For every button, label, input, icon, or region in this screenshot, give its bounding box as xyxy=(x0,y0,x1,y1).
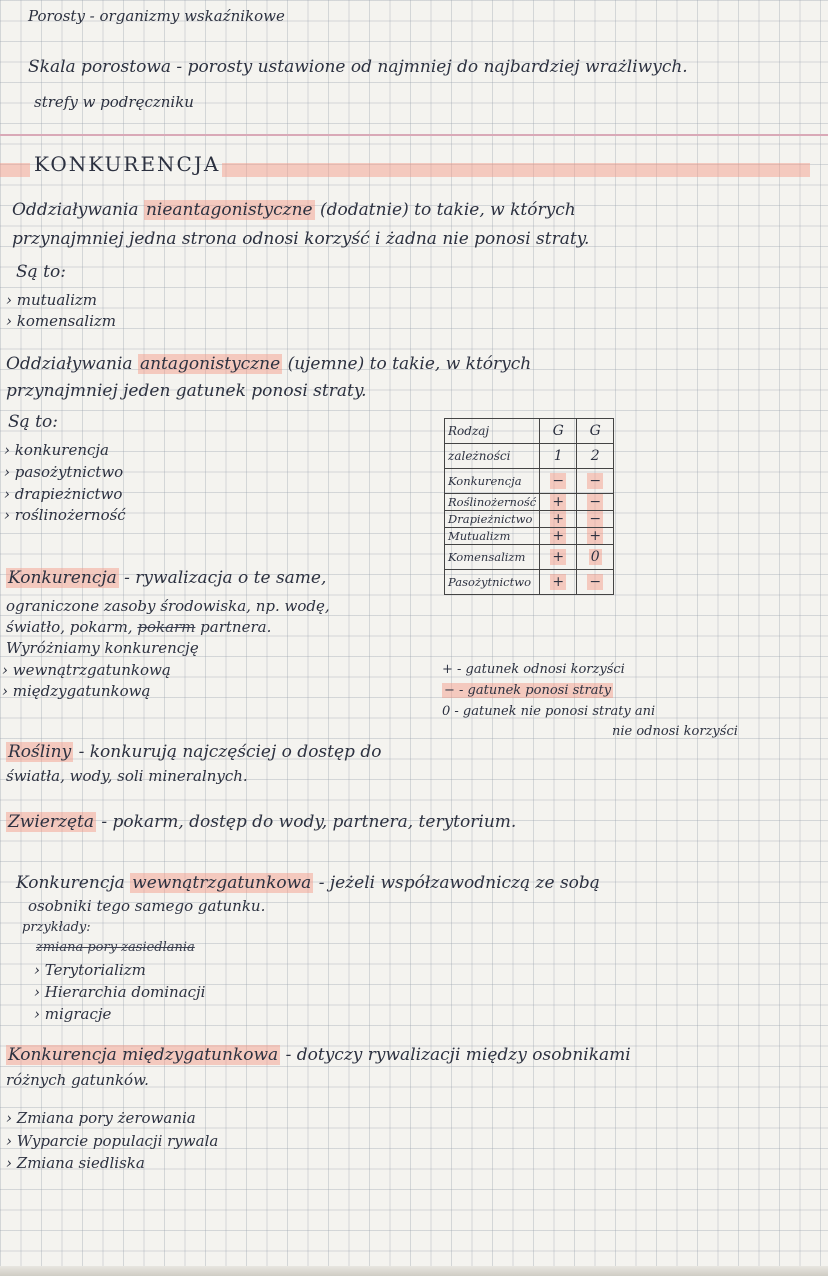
highlight-sign: − xyxy=(589,494,602,510)
highlight-minus: − - gatunek ponosi straty xyxy=(444,683,612,698)
line-we-distinguish: Wyróżniamy konkurencję xyxy=(6,639,199,657)
highlight-nonantagonistic: nieantagonistyczne xyxy=(145,200,313,220)
table-cell-g2 xyxy=(577,528,614,545)
table-row xyxy=(445,494,614,511)
table-row xyxy=(445,469,614,494)
text-part: - jeżeli współzawodniczą ze sobą xyxy=(313,873,600,893)
table-header-row-1 xyxy=(445,419,614,444)
divider-rule xyxy=(0,134,828,136)
table-cell-g2 xyxy=(577,545,614,570)
line-antagonistic xyxy=(6,354,531,374)
text-part: - rywalizacja o te same, xyxy=(118,568,327,588)
heading-konkurencja: KONKURENCJA xyxy=(34,152,221,176)
line-they-are-1: Są to: xyxy=(16,262,66,282)
highlight-intraspecific: wewnątrzgatunkowa xyxy=(132,873,312,893)
text-part: - dotyczy rywalizacji między osobnikami xyxy=(280,1045,631,1065)
line-plants-2: światła, wody, soli mineralnych. xyxy=(6,767,248,785)
table-cell-g1 xyxy=(540,528,577,545)
table-cell-g1 xyxy=(540,511,577,528)
table-row xyxy=(445,511,614,528)
table-header-cell: G xyxy=(577,419,614,444)
table-cell-type: Komensalizm xyxy=(445,545,540,570)
page-bottom-edge xyxy=(0,1266,828,1276)
line-lichen-scale: Skala porostowa - porosty ustawione od najmniej do najbardziej wrażliwych. xyxy=(28,57,688,77)
table-header-cell: 2 xyxy=(577,444,614,469)
table-cell-g1 xyxy=(540,570,577,595)
line-competition-def-2: ograniczone zasoby środowiska, np. wodę, xyxy=(6,597,330,615)
table-cell-g1 xyxy=(540,469,577,494)
highlight-competition: Konkurencja xyxy=(8,568,117,588)
list-commensalism: › komensalizm xyxy=(6,312,117,330)
list-rival-displacement: › Wyparcie populacji rywala xyxy=(6,1132,219,1150)
line-nonantagonistic xyxy=(12,200,576,220)
highlight-sign: + xyxy=(552,528,565,544)
table-header-cell: Rodzaj xyxy=(445,419,540,444)
highlight-sign: − xyxy=(589,574,602,590)
text-part: światło, pokarm, xyxy=(6,618,138,636)
line-intraspecific-def-2: osobniki tego samego gatunku. xyxy=(28,897,266,915)
table-cell-type: Roślinożerność xyxy=(445,494,540,511)
table-cell-type: Mutualizm xyxy=(445,528,540,545)
line-zones-note: strefy w podręczniku xyxy=(34,93,194,111)
list-herbivory: › roślinożerność xyxy=(4,506,126,524)
line-nonantagonistic-2: przynajmniej jedna strona odnosi korzyść i żadna nie ponosi straty. xyxy=(12,229,590,249)
text-part: (ujemne) to takie, w których xyxy=(282,354,532,374)
highlight-sign: + xyxy=(552,494,565,510)
highlight-sign: − xyxy=(589,511,602,527)
table-header-cell: G xyxy=(540,419,577,444)
table-header-row-2 xyxy=(445,444,614,469)
table-cell-type: Konkurencja xyxy=(445,469,540,494)
highlight-sign: − xyxy=(552,473,565,489)
highlight-sign: + xyxy=(552,549,565,565)
line-competition-def-3 xyxy=(6,617,271,637)
table-header-cell: zależności xyxy=(445,444,540,469)
table-cell-g1 xyxy=(540,494,577,511)
text-part: - konkurują najczęściej o dostęp do xyxy=(73,742,382,762)
line-antagonistic-2: przynajmniej jeden gatunek ponosi straty. xyxy=(6,381,367,401)
table-cell-g2 xyxy=(577,494,614,511)
table-row xyxy=(445,528,614,545)
list-territorialism: › Terytorializm xyxy=(34,961,146,979)
table-cell-type: Drapieżnictwo xyxy=(445,511,540,528)
list-dominance-hierarchy: › Hierarchia dominacji xyxy=(34,983,206,1001)
list-feeding-time-change: › Zmiana pory żerowania xyxy=(6,1109,196,1127)
legend-plus: + - gatunek odnosi korzyści xyxy=(442,662,625,677)
line-animals xyxy=(6,812,516,832)
line-crossed-out: zmiana pory zasiedlania xyxy=(36,940,195,955)
legend-zero: 0 - gatunek nie ponosi straty ani xyxy=(442,704,656,719)
table-cell-g1 xyxy=(540,545,577,570)
table-cell-g2 xyxy=(577,511,614,528)
highlight-sign: 0 xyxy=(590,549,600,565)
heading-band-right xyxy=(222,163,810,177)
table-cell-g2 xyxy=(577,570,614,595)
list-predation: › drapieżnictwo xyxy=(4,485,123,503)
highlight-interspecific: Konkurencja międzygatunkowa xyxy=(8,1045,279,1065)
table-cell-g2 xyxy=(577,469,614,494)
table-cell-type: Pasożytnictwo xyxy=(445,570,540,595)
text-part: Oddziaływania xyxy=(12,200,144,220)
list-habitat-change: › Zmiana siedliska xyxy=(6,1154,145,1172)
table-row xyxy=(445,570,614,595)
line-lichens-title: Porosty - organizmy wskaźnikowe xyxy=(28,7,285,25)
line-intraspecific-def xyxy=(16,873,600,893)
strikethrough-word: pokarm xyxy=(137,618,196,636)
legend-minus xyxy=(442,681,613,701)
text-part: partnera. xyxy=(195,618,272,636)
text-part: Oddziaływania xyxy=(6,354,138,374)
highlight-sign: − xyxy=(589,473,602,489)
line-examples: przykłady: xyxy=(22,920,91,935)
line-competition-def xyxy=(6,568,326,588)
text-part: (dodatnie) to takie, w których xyxy=(314,200,576,220)
highlight-sign: + xyxy=(552,511,565,527)
list-parasitism: › pasożytnictwo xyxy=(4,463,124,481)
highlight-antagonistic: antagonistyczne xyxy=(139,354,281,374)
list-mutualism: › mutualizm xyxy=(6,291,98,309)
legend-zero-2: nie odnosi korzyści xyxy=(612,724,738,739)
heading-band-left xyxy=(0,163,30,177)
list-migrations: › migracje xyxy=(34,1005,112,1023)
highlight-sign: + xyxy=(552,574,565,590)
line-plants xyxy=(6,742,381,762)
list-interspecific: › międzygatunkową xyxy=(2,682,151,700)
highlight-sign: + xyxy=(589,528,602,544)
line-interspecific-def-2: różnych gatunków. xyxy=(6,1071,149,1089)
interactions-table xyxy=(444,418,614,595)
highlight-animals: Zwierzęta xyxy=(8,812,94,832)
line-interspecific-def xyxy=(6,1045,631,1065)
line-they-are-2: Są to: xyxy=(8,412,58,432)
list-intraspecific: › wewnątrzgatunkową xyxy=(2,661,171,679)
table-header-cell: 1 xyxy=(540,444,577,469)
list-competition: › konkurencja xyxy=(4,441,109,459)
text-part: Konkurencja xyxy=(16,873,131,893)
table-row xyxy=(445,545,614,570)
highlight-plants: Rośliny xyxy=(8,742,72,762)
text-part: - pokarm, dostęp do wody, partnera, terytorium. xyxy=(95,812,517,832)
